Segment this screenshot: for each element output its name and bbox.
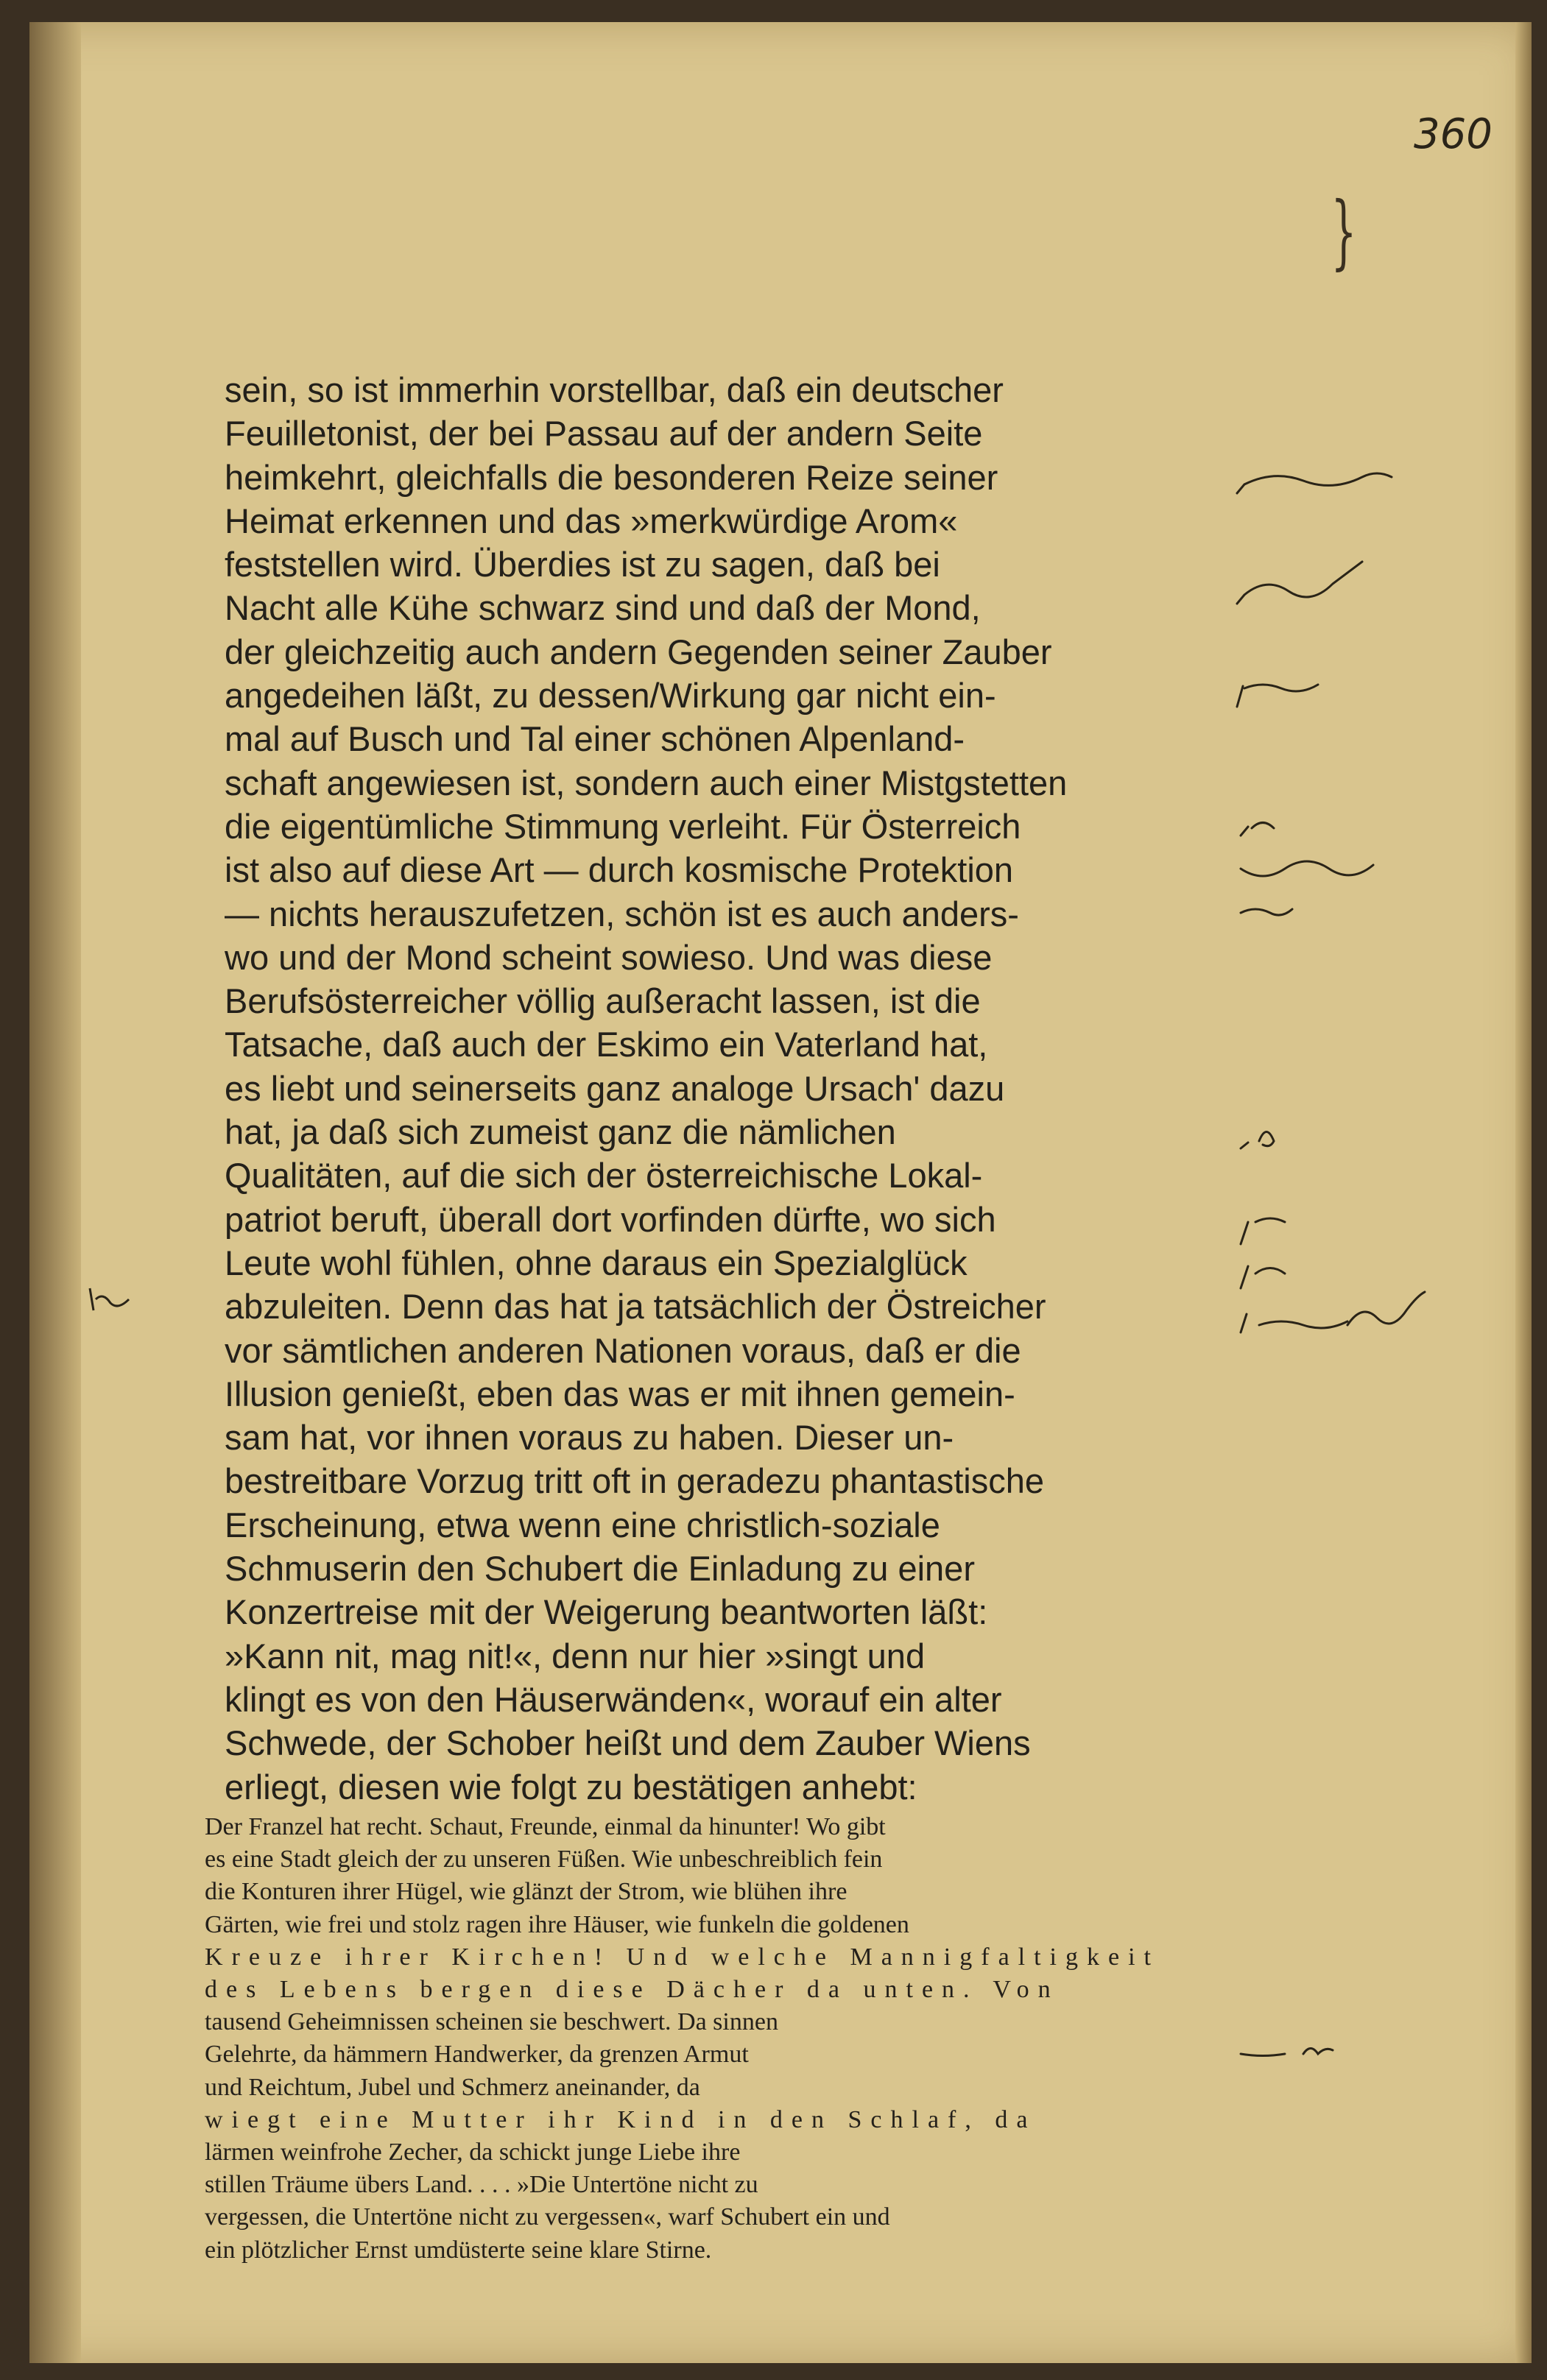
text-line: Illusion genießt, eben das was er mit ihnen gemein- <box>225 1374 1015 1413</box>
text-line: abzuleiten. Denn das hat ja tatsächlich der Östreicher <box>225 1287 1046 1327</box>
text-line: schaft angewiesen ist, sondern auch einer Mistgstetten <box>225 763 1068 802</box>
quote-line: Gärten, wie frei und stolz ragen ihre Häuser, wie funkeln die goldenen <box>205 1910 909 1938</box>
correction-mark <box>1241 1132 1274 1149</box>
text-line: Nacht alle Kühe schwarz sind und daß der Mond, <box>225 588 981 628</box>
text-line: Schwede, der Schober heißt und dem Zauber Wiens <box>225 1723 1031 1763</box>
text-line: Feuilletonist, der bei Passau auf der andern Seite <box>225 414 983 453</box>
text-line: erliegt, diesen wie folgt zu bestätigen anhebt: <box>225 1767 917 1807</box>
text-line: die eigentümliche Stimmung verleiht. Für Österreich <box>225 806 1021 846</box>
margin-note-left <box>88 1285 140 1321</box>
quote-line: stillen Träume übers Land. . . . »Die Untertöne nicht zu <box>205 2171 758 2199</box>
quote-line: lärmen weinfrohe Zecher, da schickt junge Liebe ihre <box>205 2139 741 2167</box>
correction-mark <box>1237 562 1362 604</box>
text-line: vor sämtlichen anderen Nationen voraus, daß er die <box>225 1330 1021 1370</box>
text-line: hat, ja daß sich zumeist ganz die nämlichen <box>225 1112 896 1152</box>
page-gutter <box>29 22 81 2363</box>
text-line: patriot beruft, überall dort vorfinden dürfte, wo sich <box>225 1199 996 1239</box>
text-line: heimkehrt, gleichfalls die besonderen Reize seiner <box>225 457 998 497</box>
correction-mark <box>1241 1266 1285 1288</box>
text-line: Qualitäten, auf die sich der österreichische Lokal- <box>225 1156 983 1196</box>
page-edge <box>1515 22 1532 2363</box>
correction-mark <box>1237 685 1318 707</box>
text-line: sam hat, vor ihnen voraus zu haben. Dieser un- <box>225 1418 954 1458</box>
correction-mark <box>1241 909 1292 915</box>
quoted-passage <box>205 1811 1221 2267</box>
correction-mark <box>1241 1292 1425 1332</box>
text-line: Tatsache, daß auch der Eskimo ein Vaterland hat, <box>225 1025 988 1064</box>
text-line: Heimat erkennen und das »merkwürdige Arom« <box>225 501 958 540</box>
text-line: bestreitbare Vorzug tritt oft in geradezu phantastische <box>225 1461 1044 1501</box>
text-line: ist also auf diese Art — durch kosmische Protektion <box>225 850 1014 890</box>
correction-mark <box>1237 473 1392 493</box>
correction-mark <box>1241 2049 1333 2056</box>
text-line: der gleichzeitig auch andern Gegenden seiner Zauber <box>225 632 1052 671</box>
quote-line: Gelehrte, da hämmern Handwerker, da grenzen Armut <box>205 2041 749 2069</box>
text-line: mal auf Busch und Tal einer schönen Alpenland- <box>225 719 965 759</box>
text-line: feststellen wird. Überdies ist zu sagen, daß bei <box>225 545 940 585</box>
bracket-mark: } <box>1331 184 1357 278</box>
quote-line: wiegt eine Mutter ihr Kind in den Schlaf, da <box>205 2105 1037 2133</box>
text-line: wo und der Mond scheint sowieso. Und was diese <box>225 937 993 977</box>
text-line: klingt es von den Häuserwänden«, worauf ein alter <box>225 1679 1002 1719</box>
quote-line: und Reichtum, Jubel und Schmerz aneinander, da <box>205 2073 700 2101</box>
text-line: Leute wohl fühlen, ohne daraus ein Spezialglück <box>225 1243 968 1282</box>
text-line: angedeihen läßt, zu dessen/Wirkung gar nicht ein- <box>225 676 996 716</box>
text-line: Berufsösterreicher völlig außeracht lassen, ist die <box>225 981 981 1021</box>
left-margin-scribble <box>88 1285 140 1314</box>
text-line: es liebt und seinerseits ganz analoge Ursach' dazu <box>225 1068 1005 1108</box>
book-page <box>29 22 1532 2363</box>
quote-line: Kreuze ihrer Kirchen! Und welche Mannigfaltigkeit <box>205 1943 1160 1971</box>
text-line: — nichts herauszufetzen, schön ist es auch anders- <box>225 894 1019 933</box>
quote-line: Der Franzel hat recht. Schaut, Freunde, einmal da hinunter! Wo gibt <box>205 1813 886 1840</box>
main-text <box>225 368 1233 1809</box>
page-number: 360 <box>1414 110 1493 158</box>
quote-line: ein plötzlicher Ernst umdüsterte seine klare Stirne. <box>205 2236 712 2264</box>
quote-line: vergessen, die Untertöne nicht zu vergessen«, warf Schubert ein und <box>205 2203 890 2231</box>
correction-mark <box>1241 823 1274 836</box>
text-line: »Kann nit, mag nit!«, denn nur hier »singt und <box>225 1636 926 1675</box>
quote-line: die Konturen ihrer Hügel, wie glänzt der Strom, wie blühen ihre <box>205 1878 847 1906</box>
text-line: sein, so ist immerhin vorstellbar, daß ein deutscher <box>225 370 1004 409</box>
text-line: Erscheinung, etwa wenn eine christlich-soziale <box>225 1505 940 1544</box>
text-line: Schmuserin den Schubert die Einladung zu einer <box>225 1549 975 1589</box>
quote-line: tausend Geheimnissen scheinen sie beschwert. Da sinnen <box>205 2008 778 2036</box>
correction-mark <box>1241 1218 1285 1244</box>
quote-line: es eine Stadt gleich der zu unseren Füßen. Wie unbeschreiblich fein <box>205 1846 883 1874</box>
text-line: Konzertreise mit der Weigerung beantworten läßt: <box>225 1592 988 1632</box>
quote-line: des Lebens bergen diese Dächer da unten. Von <box>205 1976 1060 2004</box>
correction-mark <box>1241 861 1373 876</box>
